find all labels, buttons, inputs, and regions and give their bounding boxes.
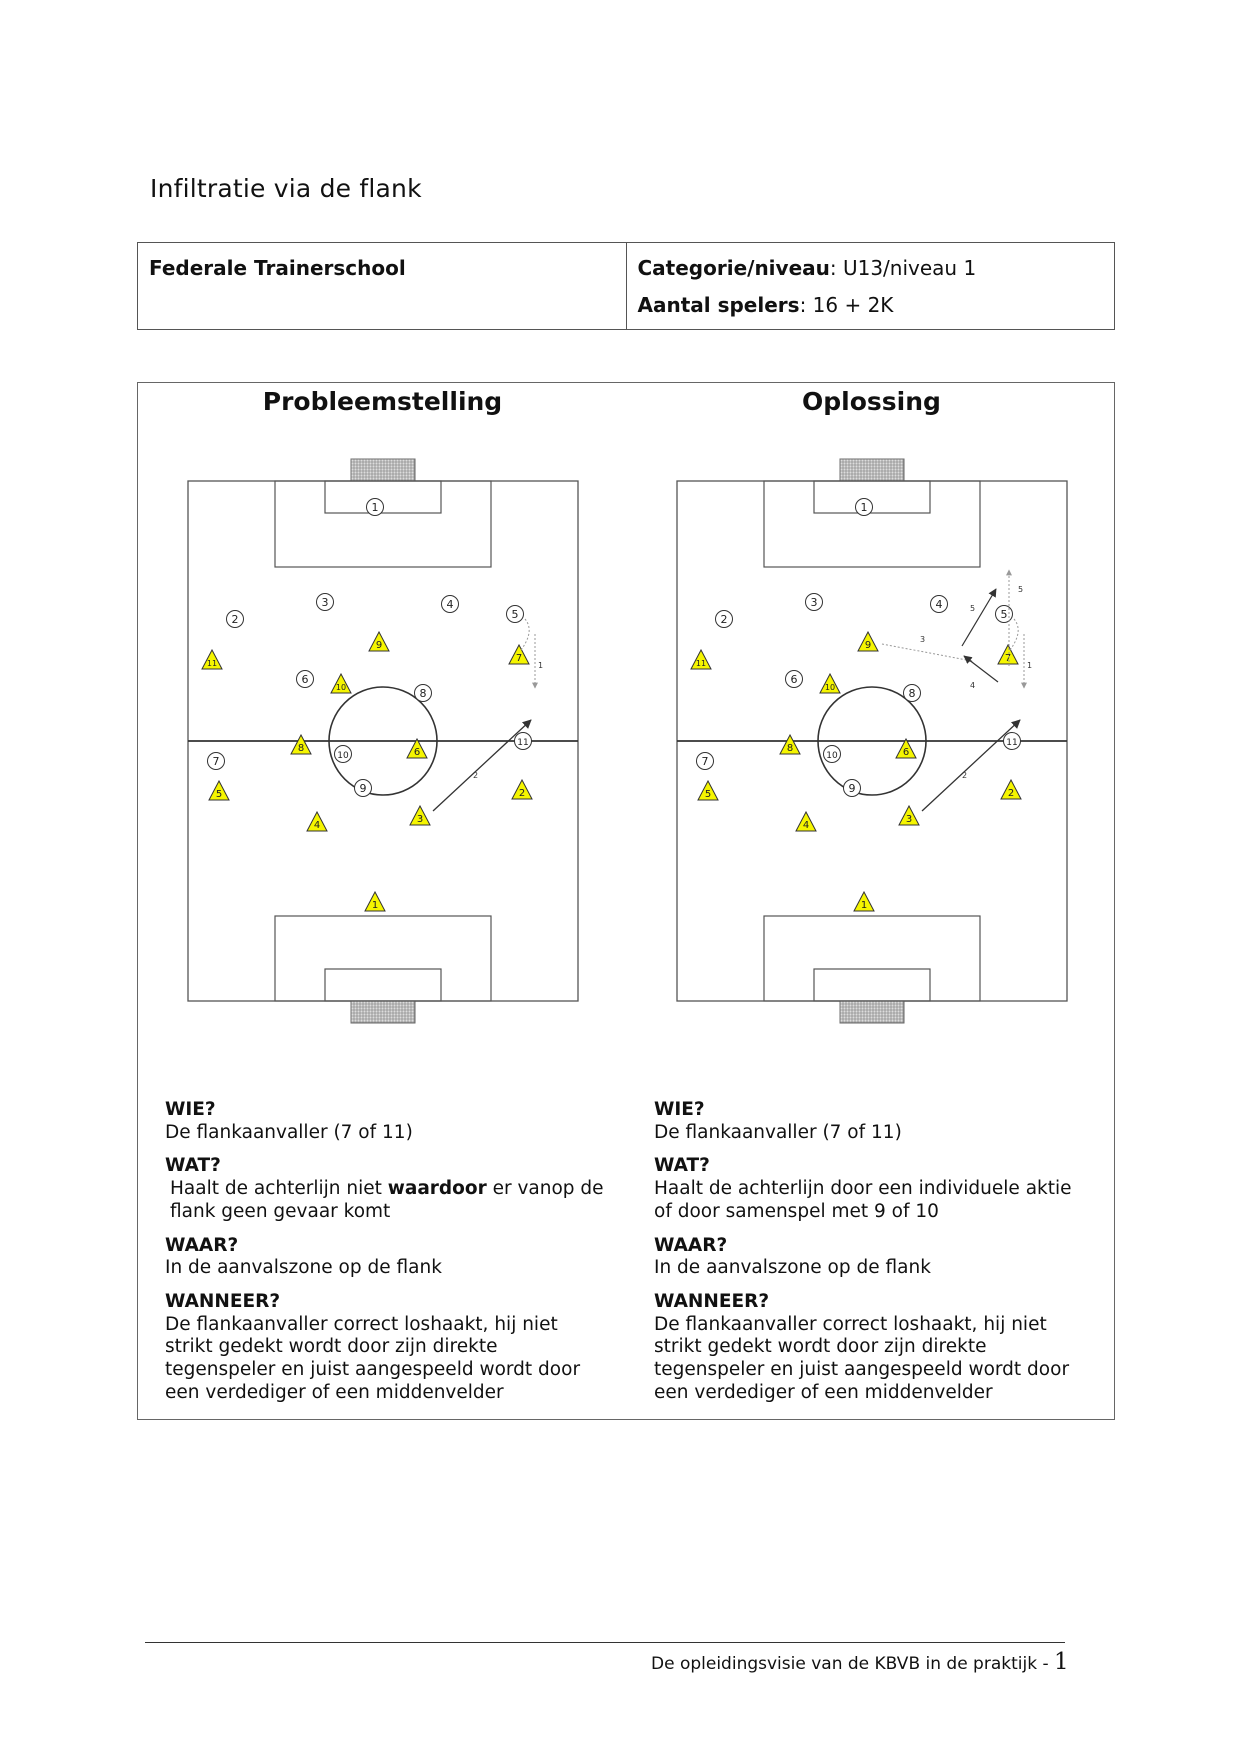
- player-triangle-label: 4: [802, 820, 810, 831]
- player-circle-label: 4: [446, 598, 454, 611]
- pass-arrow-label: 2: [473, 771, 479, 780]
- bottom-goal-net: [351, 1001, 415, 1023]
- info-cell-details: [626, 243, 1115, 329]
- wat-question: WAT?: [654, 1155, 710, 1177]
- player-circle-label: 6: [301, 673, 309, 686]
- bottom-goal-area: [814, 969, 930, 1001]
- run-arrow-label: 1: [538, 661, 544, 670]
- school-name: Federale Trainerschool: [149, 256, 406, 280]
- waar-question: WAAR?: [654, 1234, 728, 1256]
- player-triangle-label: 9: [864, 640, 872, 651]
- player-triangle-label: 10: [335, 683, 347, 692]
- player-triangle-label: 1: [860, 900, 868, 911]
- wanneer-question: WANNEER?: [165, 1290, 281, 1312]
- player-circle-label: 6: [790, 673, 798, 686]
- player-circle-label: 7: [701, 755, 709, 768]
- top-goal-net: [351, 459, 415, 481]
- player-circle-label: 11: [1006, 738, 1018, 748]
- player-triangle-label: 4: [313, 820, 321, 831]
- pass-5-arrow-label: 5: [970, 604, 976, 613]
- waar-answer: In de aanvalszone op de flank: [654, 1257, 931, 1279]
- player-triangle-label: 8: [297, 743, 305, 754]
- player-circle-label: 9: [359, 782, 367, 795]
- wanneer-answer: De flankaanvaller correct loshaakt, hij niet strikt gedekt wordt door zijn direkte tegenspeler en juist aangespeeld wordt door een verdediger of een middenvelder: [654, 1313, 1070, 1403]
- player-circle-label: 5: [1000, 608, 1008, 621]
- solution-field-diagram: [672, 456, 1072, 1036]
- category-row: [638, 255, 1104, 292]
- wanneer-answer: De flankaanvaller correct loshaakt, hij niet strikt gedekt wordt door zijn direkte tegenspeler en juist aangespeeld wordt door een verdediger of een middenvelder: [165, 1313, 581, 1403]
- top-penalty-area: [275, 481, 491, 567]
- player-triangle-label: 5: [704, 789, 712, 800]
- pass-5-arrow: [962, 589, 996, 646]
- info-table: [137, 242, 1115, 330]
- problem-field-diagram: [183, 456, 583, 1036]
- player-circle-label: 1: [371, 501, 379, 514]
- player-circle-label: 3: [810, 596, 818, 609]
- player-triangle-label: 11: [695, 659, 707, 668]
- player-triangle-label: 6: [413, 747, 421, 758]
- player-circle-label: 10: [826, 751, 838, 761]
- waar-question: WAAR?: [165, 1234, 239, 1256]
- top-penalty-area: [764, 481, 980, 567]
- player-circle-label: 2: [720, 613, 728, 626]
- run-arrow-label: 1: [1027, 661, 1033, 670]
- run-5-arrow-label: 5: [1018, 585, 1024, 594]
- pass-3-arrow-label: 3: [920, 635, 926, 644]
- wat-question: WAT?: [165, 1155, 221, 1177]
- player-circle-label: 10: [337, 751, 349, 761]
- player-circle-label: 4: [935, 598, 943, 611]
- player-circle-label: 5: [511, 608, 519, 621]
- bottom-goal-area: [325, 969, 441, 1001]
- player-circle-label: 11: [517, 738, 529, 748]
- wat-answer-bold: waardoor: [387, 1178, 487, 1200]
- waar-answer: In de aanvalszone op de flank: [165, 1257, 442, 1279]
- player-triangle-label: 3: [416, 814, 424, 825]
- category-value: : U13/niveau 1: [829, 256, 977, 280]
- player-circle-label: 1: [860, 501, 868, 514]
- players-label: Aantal spelers: [637, 293, 800, 317]
- player-triangle-label: 7: [1004, 653, 1012, 664]
- exercise-box: [137, 382, 1115, 1420]
- player-circle-label: 2: [231, 613, 239, 626]
- player-triangle-label: 1: [371, 900, 379, 911]
- player-triangle-label: 3: [905, 814, 913, 825]
- pass-3-arrow: [882, 644, 972, 661]
- wat-answer: [165, 1178, 605, 1223]
- problem-text: [165, 1099, 605, 1415]
- solution-column: [627, 383, 1116, 1419]
- wie-answer: De flankaanvaller (7 of 11): [165, 1121, 413, 1143]
- wat-answer-post: er vanop de flank geen gevaar komt: [170, 1178, 604, 1222]
- pass-4-arrow: [964, 656, 998, 682]
- player-triangle-label: 6: [902, 747, 910, 758]
- wanneer-question: WANNEER?: [654, 1290, 770, 1312]
- solution-text: [654, 1099, 1094, 1415]
- player-circle-label: 8: [419, 687, 427, 700]
- footer-text: De opleidingsvisie van de KBVB in de praktijk -: [651, 1654, 1055, 1674]
- wat-answer: Haalt de achterlijn door een individuele aktie of door samenspel met 9 of 10: [654, 1178, 1072, 1222]
- player-triangle-label: 11: [206, 659, 218, 668]
- player-triangle-label: 2: [518, 788, 526, 799]
- document-title: Infiltratie via de flank: [150, 174, 422, 203]
- wie-answer: De flankaanvaller (7 of 11): [654, 1121, 902, 1143]
- page-footer: [651, 1650, 1069, 1676]
- bottom-penalty-area: [764, 916, 980, 1001]
- player-triangle-label: 2: [1007, 788, 1015, 799]
- bottom-penalty-area: [275, 916, 491, 1001]
- players-row: [638, 292, 1104, 329]
- bottom-goal-net: [840, 1001, 904, 1023]
- player-triangle-label: 10: [824, 683, 836, 692]
- category-label: Categorie/niveau: [637, 256, 830, 280]
- info-cell-school: [138, 243, 626, 329]
- player-circle-label: 7: [212, 755, 220, 768]
- player-triangle-label: 8: [786, 743, 794, 754]
- player-triangle-label: 5: [215, 789, 223, 800]
- wat-answer-pre: Haalt de achterlijn niet: [170, 1178, 388, 1200]
- pass-4-arrow-label: 4: [970, 681, 976, 690]
- top-goal-net: [840, 459, 904, 481]
- problem-heading: Probleemstelling: [262, 387, 503, 416]
- players-value: : 16 + 2K: [799, 293, 894, 317]
- player-triangle-label: 9: [375, 640, 383, 651]
- pass-arrow-label: 2: [962, 771, 968, 780]
- solution-heading: Oplossing: [802, 387, 941, 416]
- wie-question: WIE?: [165, 1099, 216, 1120]
- player-circle-label: 8: [908, 687, 916, 700]
- page-number: 1: [1054, 1649, 1069, 1675]
- wie-question: WIE?: [654, 1099, 705, 1120]
- footer-rule: [145, 1642, 1065, 1643]
- player-circle-label: 9: [848, 782, 856, 795]
- player-triangle-label: 7: [515, 653, 523, 664]
- player-circle-label: 3: [321, 596, 329, 609]
- problem-column: [138, 383, 627, 1419]
